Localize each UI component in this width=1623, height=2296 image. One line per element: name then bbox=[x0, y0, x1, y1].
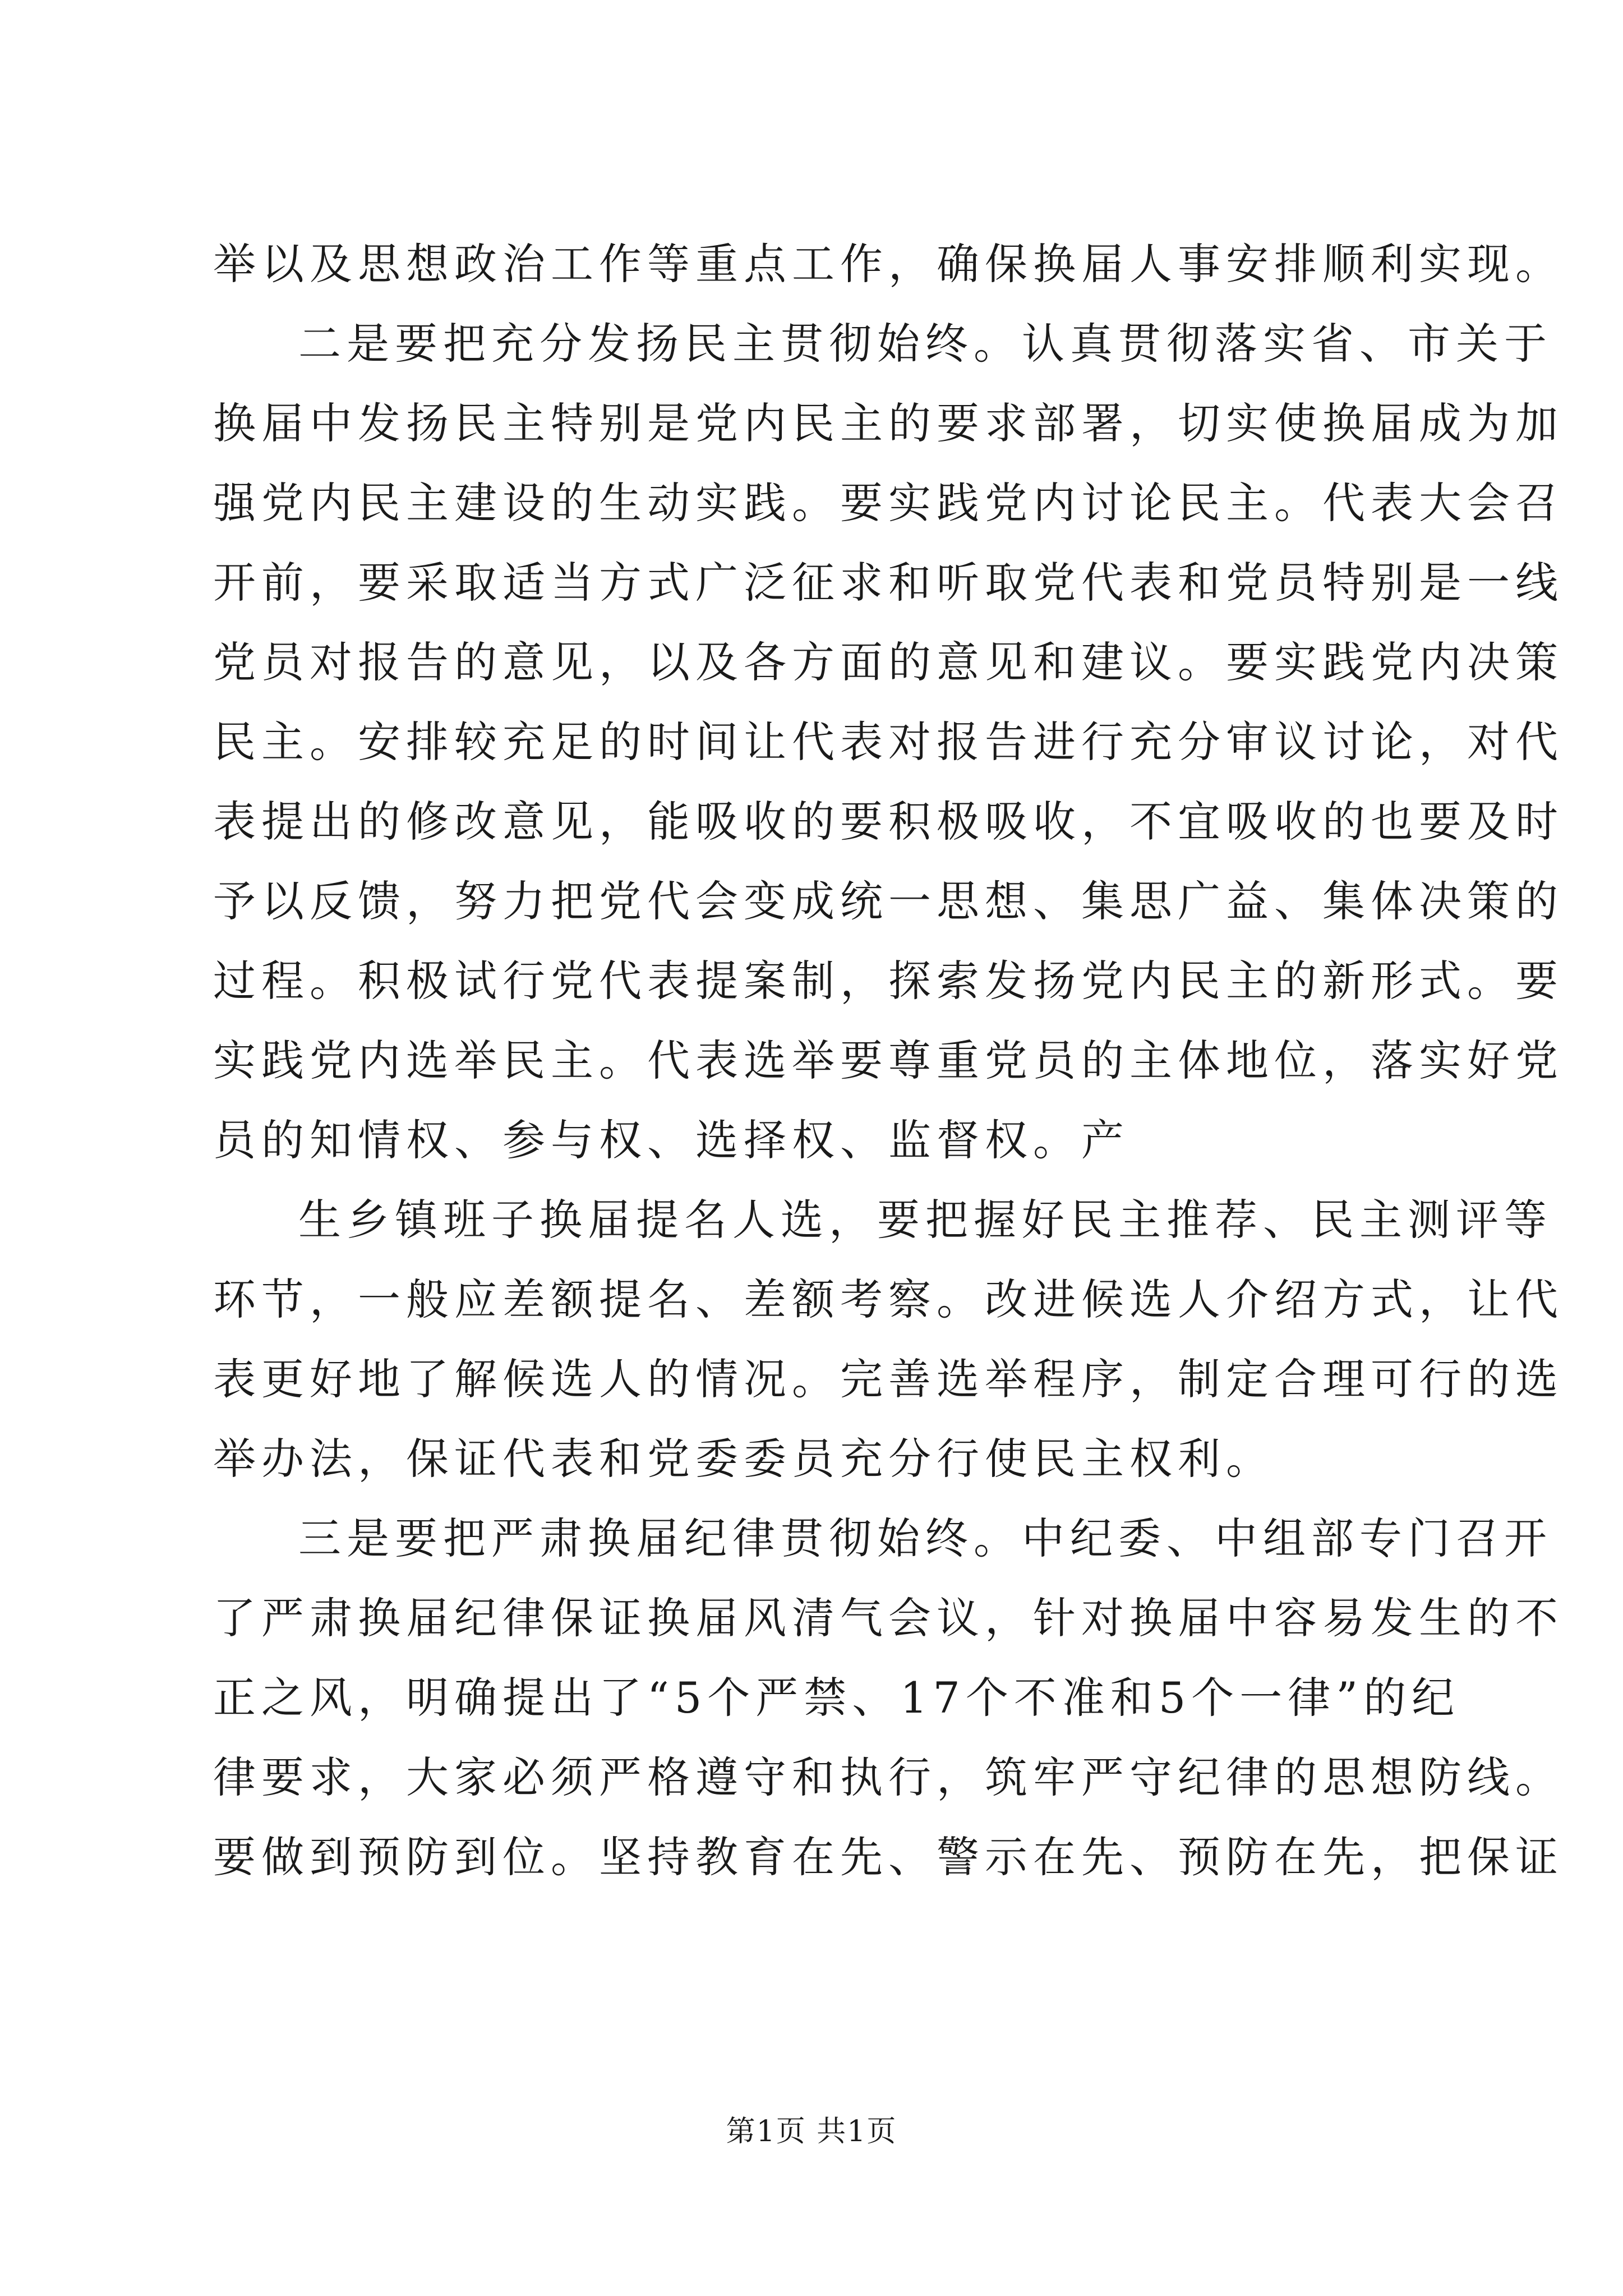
text-line: 予以反馈，努力把党代会变成统一思想、集思广益、集体决策的 bbox=[213, 876, 1564, 926]
text-line: 生乡镇班子换届提名人选，要把握好民主推荐、民主测评等 bbox=[298, 1195, 1552, 1245]
text-line: 开前，要采取适当方式广泛征求和听取党代表和党员特别是一线 bbox=[213, 558, 1564, 608]
text-line: 强党内民主建设的生动实践。要实践党内讨论民主。代表大会召 bbox=[213, 478, 1564, 528]
text-line: 实践党内选举民主。代表选举要尊重党员的主体地位，落实好党 bbox=[213, 1036, 1564, 1085]
paragraph bbox=[213, 1499, 1564, 1897]
text-line: 律要求，大家必须严格遵守和执行，筑牢严守纪律的思想防线。 bbox=[213, 1752, 1564, 1802]
text-line: 举办法，保证代表和党委委员充分行使民主权利。 bbox=[213, 1434, 1274, 1484]
paragraph bbox=[213, 224, 1564, 304]
text-line: 党员对报告的意见，以及各方面的意见和建议。要实践党内决策 bbox=[213, 637, 1564, 687]
page-footer: 第1页 共1页 bbox=[726, 2115, 897, 2148]
text-line: 了严肃换届纪律保证换届风清气会议，针对换届中容易发生的不 bbox=[213, 1593, 1564, 1643]
text-line: 三是要把严肃换届纪律贯彻始终。中纪委、中组部专门召开 bbox=[298, 1513, 1552, 1563]
text-line: 表更好地了解候选人的情况。完善选举程序，制定合理可行的选 bbox=[213, 1354, 1564, 1404]
paragraph bbox=[213, 304, 1564, 1180]
text-line: 要做到预防到位。坚持教育在先、警示在先、预防在先，把保证 bbox=[213, 1832, 1564, 1882]
text-line: 举以及思想政治工作等重点工作，确保换届人事安排顺利实现。 bbox=[213, 239, 1564, 289]
text-line: 正之风，明确提出了“5个严禁、17个不准和5个一律”的纪 bbox=[213, 1673, 1460, 1723]
text-line: 二是要把充分发扬民主贯彻始终。认真贯彻落实省、市关于 bbox=[298, 319, 1552, 369]
text-line: 员的知情权、参与权、选择权、监督权。产 bbox=[213, 1115, 1129, 1165]
paragraph bbox=[213, 1180, 1564, 1499]
document-body bbox=[213, 224, 1564, 1897]
text-line: 表提出的修改意见，能吸收的要积极吸收，不宜吸收的也要及时 bbox=[213, 797, 1564, 846]
text-line: 环节，一般应差额提名、差额考察。改进候选人介绍方式，让代 bbox=[213, 1274, 1564, 1324]
text-line: 民主。安排较充足的时间让代表对报告进行充分审议讨论，对代 bbox=[213, 717, 1564, 767]
text-line: 过程。积极试行党代表提案制，探索发扬党内民主的新形式。要 bbox=[213, 956, 1564, 1006]
text-line: 换届中发扬民主特别是党内民主的要求部署，切实使换届成为加 bbox=[213, 398, 1564, 448]
